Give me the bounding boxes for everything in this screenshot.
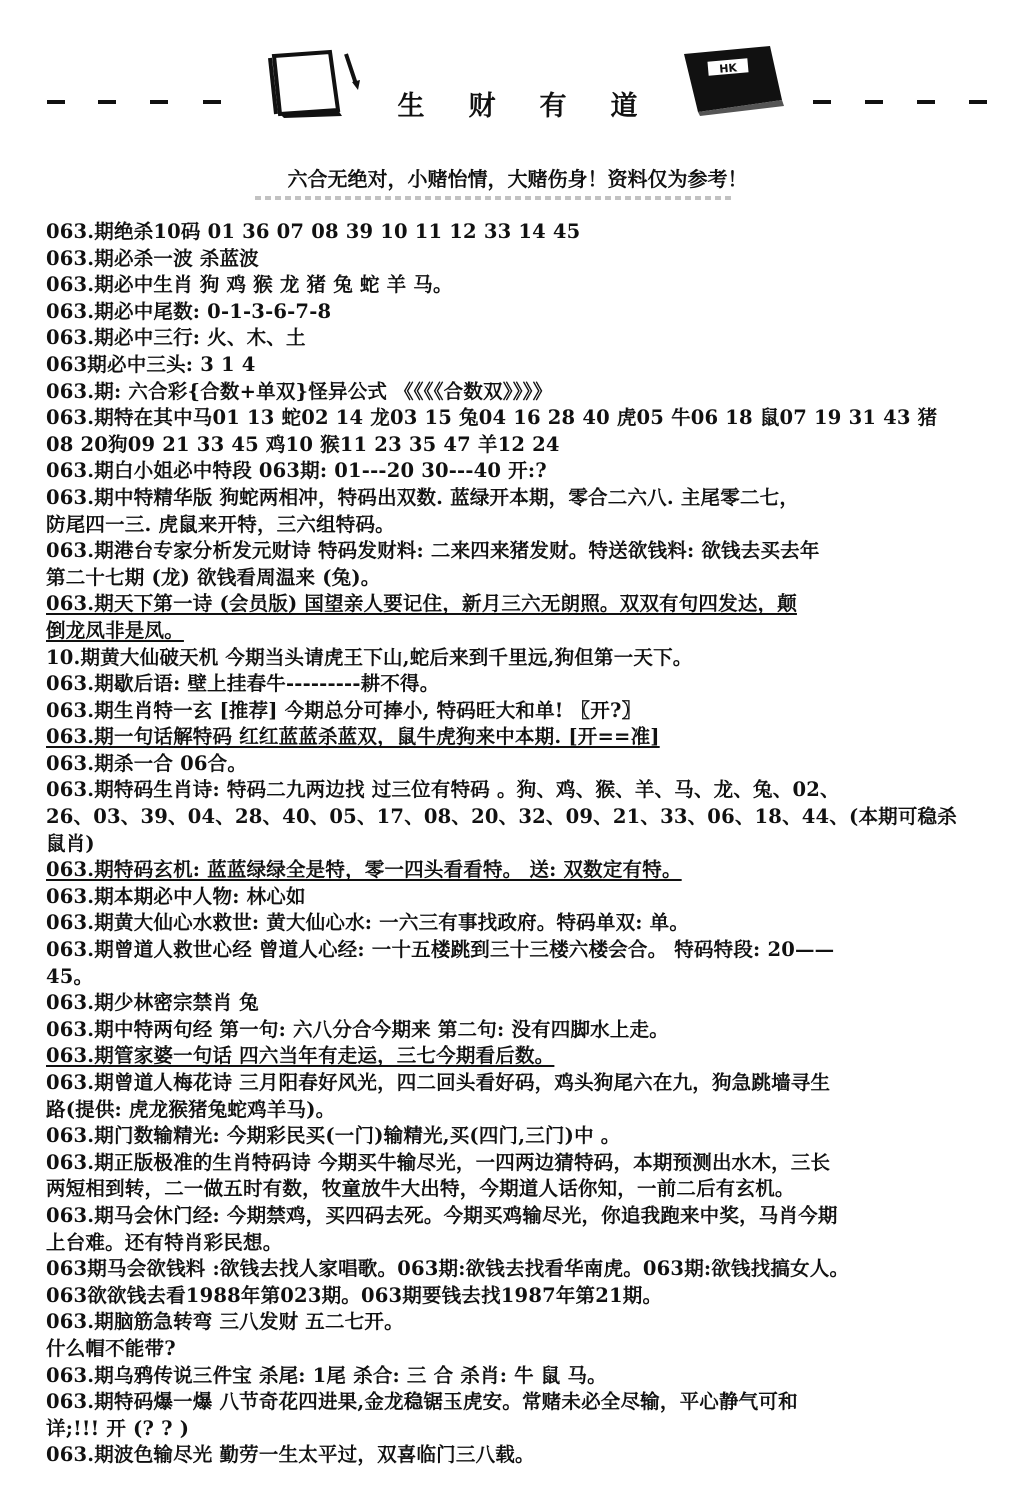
text-line [46,432,991,459]
text-line [46,1283,991,1310]
document-body [46,219,991,1469]
text-line-content: 063期马会欲钱料 :欲钱去找人家唱歌。063期:欲钱去找看华南虎。063期:欲钱找搞女人。 [46,1257,850,1281]
text-line [46,671,991,698]
text-line [46,751,991,778]
text-line [46,1203,991,1230]
text-line-content: 第二十七期 (龙) 欲钱看周温来 (兔)。 [46,565,381,589]
text-line-content: 063.期必中生肖 狗 鸡 猴 龙 猪 兔 蛇 羊 马。 [46,273,453,297]
text-line [46,645,991,672]
text-line-content: 063.期马会休门经: 今期禁鸡，买四码去死。今期买鸡输尽光，你追我跑来中奖，马肖今期 [46,1203,838,1227]
text-line [46,565,991,592]
text-line-content: 063.期必中尾数: 0-1-3-6-7-8 [46,299,332,323]
text-line-content: 063.期: 六合彩{合数+单双}怪异公式 《《《《合数双》》》》 [46,379,553,403]
text-line [46,910,991,937]
text-line-content: 08 20狗09 21 33 45 鸡10 猴11 23 35 47 羊12 24 [46,432,560,456]
text-line-content: 063.期曾道人梅花诗 三月阳春好风光，四二回头看好码，鸡头狗尾六在九，狗急跳墙寻生 [46,1071,831,1094]
text-line [46,512,991,539]
dash-decoration [813,100,831,104]
text-line [46,1176,991,1203]
text-line [46,618,991,645]
text-line-content: 063.期本期必中人物: 林心如 [46,884,306,908]
text-line-content: 063期必中三头: 3 1 4 [46,352,256,376]
text-line-content: 063.期中特两句经 第一句: 六八分合今期来 第二句: 没有四脚水上走。 [46,1017,669,1041]
text-line [46,352,991,379]
text-line-content: 063.期港台专家分析发元财诗 特码发财料: 二来四来猪发财。特送欲钱料: 欲钱去买去年 [46,539,820,563]
text-line-content: 10.期黄大仙破天机 今期当头请虎王下山,蛇后来到千里远,狗但第一天下。 [46,645,693,669]
text-line [46,990,991,1017]
text-line [46,698,991,725]
text-line [46,831,991,858]
text-line-content: 063.期少林密宗禁肖 兔 [46,991,259,1015]
text-line [46,405,991,432]
page-title: 生财有道 [397,91,682,122]
disclaimer: 六合无绝对，小赌怡情，大赌伤身！资料仅为参考！ [287,167,748,191]
text-line [46,299,991,326]
text-line [46,1150,991,1177]
text-line [46,1256,991,1283]
text-line-content: 063.期特码爆一爆 八节奇花四进果,金龙稳锯玉虎安。常赌未必全尽输，平心静气可和 [46,1390,798,1414]
text-line-content: 063.期中特精华版 狗蛇两相冲，特码出双数. 蓝绿开本期，零合二六八. 主尾零二七， [46,485,800,509]
text-line-content: 063.期门数输精光: 今期彩民买(一门)输精光,买(四门,三门)中 。 [46,1124,621,1148]
text-line-content: 063.期特码生肖诗: 特码二九两边找 过三位有特码 。狗、鸡、猴、羊、马、龙、兔、02、 [46,778,840,802]
text-line-content: 防尾四一三. 虎鼠来开特，三六组特码。 [46,512,395,536]
text-line-content: 详;!!! 开 (? ? ) [46,1416,190,1440]
dash-decoration [865,100,883,104]
header [0,0,1035,150]
text-line [46,379,991,406]
text-line-content: 鼠肖) [46,831,95,855]
text-line [46,1097,991,1124]
text-line [46,1363,991,1390]
text-line-content: 063.期白小姐必中特段 063期: 01---20 30---40 开:? [46,459,547,483]
text-line [46,1336,991,1363]
text-line [46,1389,991,1416]
text-line [46,1309,991,1336]
text-line-content: 063.期乌鸦传说三件宝 杀尾: 1尾 杀合: 三 合 杀肖: 牛 鼠 马。 [46,1363,607,1387]
text-line [46,1416,991,1443]
text-line [46,724,991,751]
text-line-content: 倒龙凤非是凤。 [46,618,184,642]
text-line [46,857,991,884]
text-line [46,1043,991,1070]
text-line [46,219,991,246]
text-line-content: 063.期管家婆一句话 四六当年有走运，三七今期看后数。 [46,1044,555,1068]
text-line [46,804,991,831]
text-line-content: 063.期必中三行: 火、木、土 [46,326,306,350]
text-line [46,485,991,512]
text-line-content: 063.期特码玄机: 蓝蓝绿绿全是特，零一四头看看特。 送: 双数定有特。 [46,858,682,882]
text-line-content: 063.期特在其中马01 13 蛇02 14 龙03 15 兔04 16 28 40 虎05 牛06 18 鼠07 19 31 43 猪 [46,406,938,430]
text-line-content: 26、03、39、04、28、40、05、17、08、20、32、09、21、33、06、18、44、(本期可稳杀 [46,805,957,829]
text-line [46,272,991,299]
text-line [46,1442,991,1469]
dash-decoration [917,100,935,104]
book-label: HK [718,61,738,76]
text-line [46,538,991,565]
text-line [46,325,991,352]
text-line-content: 063.期脑筋急转弯 三八发财 五二七开。 [46,1310,404,1334]
text-line [46,591,991,618]
text-line-content: 上台难。还有特肖彩民想。 [46,1230,283,1254]
dash-decoration [969,100,987,104]
text-line-content: 063.期黄大仙心水救世: 黄大仙心水: 一六三有事找政府。特码单双: 单。 [46,911,690,935]
text-line-content: 063欲欲钱去看1988年第023期。063期要钱去找1987年第21期。 [46,1283,663,1307]
text-line-content: 063.期曾道人救世心经 曾道人心经: 一十五楼跳到三十三楼六楼会合。 特码特段: 20—— [46,938,835,962]
text-line-content: 063.期歇后语: 壁上挂春牛---------耕不得。 [46,672,440,696]
text-line [46,1070,991,1097]
faded-line [255,196,735,200]
text-line [46,458,991,485]
text-line-content: 063.期生肖特一玄 [推荐] 今期总分可捧小, 特码旺大和单! 〖开?〗 [46,698,642,722]
text-line [46,884,991,911]
text-line-content: 063.期一句话解特码 红红蓝蓝杀蓝双，鼠牛虎狗来中本期. [开==准] [46,725,660,749]
text-line-content: 两短相到转，二一做五时有数，牧童放牛大出特，今期道人话你知，一前二后有玄机。 [46,1177,795,1201]
text-line-content: 063.期波色输尽光 勤劳一生太平过，双喜临门三八载。 [46,1443,535,1467]
text-line [46,777,991,804]
text-line-content: 063.期杀一合 06合。 [46,751,248,775]
text-line-content: 063.期正版极准的生肖特码诗 今期买牛输尽光，一四两边猜特码，本期预测出水木，三长 [46,1150,831,1174]
text-line-content: 45。 [46,964,94,988]
text-line [46,964,991,991]
text-line [46,1123,991,1150]
text-line-content: 路(提供: 虎龙猴猪兔蛇鸡羊马)。 [46,1097,336,1121]
text-line [46,1017,991,1044]
text-line-content: 什么帽不能带? [46,1336,176,1360]
text-line-content: 063.期天下第一诗 (会员版) 国望亲人要记住，新月三六无朗照。双双有句四发达，颠 [46,592,797,616]
text-line-content: 063.期必杀一波 杀蓝波 [46,246,259,270]
text-line-content: 063.期绝杀10码 01 36 07 08 39 10 11 12 33 14 45 [46,220,581,243]
text-line [46,1230,991,1257]
book-icon [678,44,788,116]
text-line [46,246,991,273]
text-line [46,937,991,964]
